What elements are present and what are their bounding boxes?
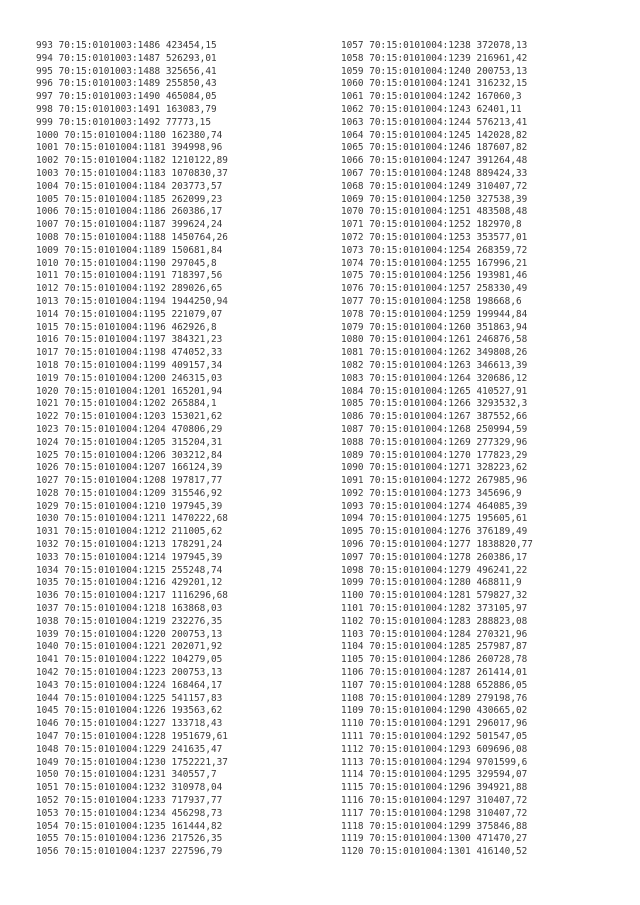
record-line: 1005 70:15:0101004:1185 262099,23 — [36, 193, 223, 205]
record-line: 1027 70:15:0101004:1208 197817,77 — [36, 475, 223, 487]
record-line: 1028 70:15:0101004:1209 315546,92 — [36, 487, 223, 499]
record-line: 1033 70:15:0101004:1214 197945,39 — [36, 551, 223, 563]
record-line: 1039 70:15:0101004:1220 200753,13 — [36, 628, 223, 640]
record-line: 1100 70:15:0101004:1281 579827,32 — [341, 590, 528, 602]
record-line: 1006 70:15:0101004:1186 260386,17 — [36, 206, 223, 218]
record-line: 1092 70:15:0101004:1273 345696,9 — [341, 487, 522, 499]
record-line: 1010 70:15:0101004:1190 297045,8 — [36, 257, 217, 269]
record-line: 1000 70:15:0101004:1180 162380,74 — [36, 129, 223, 141]
record-line: 1083 70:15:0101004:1264 320686,12 — [341, 372, 528, 384]
record-line: 1013 70:15:0101004:1194 1944250,94 — [36, 295, 228, 307]
record-line: 1069 70:15:0101004:1250 327538,39 — [341, 193, 528, 205]
record-line: 1070 70:15:0101004:1251 483508,48 — [341, 206, 528, 218]
record-line: 994 70:15:0101003:1487 526293,01 — [36, 52, 217, 64]
record-line: 1052 70:15:0101004:1233 717937,77 — [36, 795, 223, 807]
record-line: 1022 70:15:0101004:1203 153021,62 — [36, 411, 223, 423]
record-line: 996 70:15:0101003:1489 255850,43 — [36, 78, 217, 90]
record-line: 1115 70:15:0101004:1296 394921,88 — [341, 782, 528, 794]
record-line: 1059 70:15:0101004:1240 200753,13 — [341, 65, 528, 77]
record-line: 1014 70:15:0101004:1195 221079,07 — [36, 308, 223, 320]
record-line: 1045 70:15:0101004:1226 193563,62 — [36, 705, 223, 717]
record-line: 1079 70:15:0101004:1260 351863,94 — [341, 321, 528, 333]
record-line: 1087 70:15:0101004:1268 250994,59 — [341, 423, 528, 435]
record-line: 1042 70:15:0101004:1223 200753,13 — [36, 667, 223, 679]
record-line: 1117 70:15:0101004:1298 310407,72 — [341, 807, 528, 819]
record-line: 1046 70:15:0101004:1227 133718,43 — [36, 718, 223, 730]
record-line: 1084 70:15:0101004:1265 410527,91 — [341, 385, 528, 397]
record-line: 1111 70:15:0101004:1292 501547,05 — [341, 731, 528, 743]
record-line: 1086 70:15:0101004:1267 387552,66 — [341, 411, 528, 423]
record-line: 1104 70:15:0101004:1285 257987,87 — [341, 641, 528, 653]
record-line: 1036 70:15:0101004:1217 1116296,68 — [36, 590, 228, 602]
record-line: 1040 70:15:0101004:1221 202071,92 — [36, 641, 223, 653]
record-line: 1029 70:15:0101004:1210 197945,39 — [36, 500, 223, 512]
left-column — [36, 40, 228, 859]
record-line: 1058 70:15:0101004:1239 216961,42 — [341, 52, 528, 64]
record-line: 1066 70:15:0101004:1247 391264,48 — [341, 155, 528, 167]
record-line: 1004 70:15:0101004:1184 203773,57 — [36, 180, 223, 192]
record-line: 1012 70:15:0101004:1192 289026,65 — [36, 283, 223, 295]
record-line: 1038 70:15:0101004:1219 232276,35 — [36, 615, 223, 627]
record-line: 1107 70:15:0101004:1288 652886,05 — [341, 679, 528, 691]
record-line: 1073 70:15:0101004:1254 268359,72 — [341, 244, 528, 256]
record-line: 1097 70:15:0101004:1278 260386,17 — [341, 551, 528, 563]
record-line: 1090 70:15:0101004:1271 328223,62 — [341, 462, 528, 474]
record-line: 1018 70:15:0101004:1199 409157,34 — [36, 359, 223, 371]
record-line: 1031 70:15:0101004:1212 211005,62 — [36, 526, 223, 538]
record-line: 1068 70:15:0101004:1249 310407,72 — [341, 180, 528, 192]
record-line: 1008 70:15:0101004:1188 1450764,26 — [36, 231, 228, 243]
right-column — [341, 40, 533, 859]
record-line: 1082 70:15:0101004:1263 346613,39 — [341, 359, 528, 371]
record-line: 1050 70:15:0101004:1231 340557,7 — [36, 769, 217, 781]
record-line: 1047 70:15:0101004:1228 1951679,61 — [36, 731, 228, 743]
record-line: 1075 70:15:0101004:1256 193981,46 — [341, 270, 528, 282]
record-line: 1037 70:15:0101004:1218 163868,03 — [36, 603, 223, 615]
record-line: 1054 70:15:0101004:1235 161444,82 — [36, 820, 223, 832]
record-line: 1089 70:15:0101004:1270 177823,29 — [341, 449, 528, 461]
record-line: 993 70:15:0101003:1486 423454,15 — [36, 40, 217, 51]
record-line: 1078 70:15:0101004:1259 199944,84 — [341, 308, 528, 320]
record-line: 1032 70:15:0101004:1213 178291,24 — [36, 539, 223, 551]
record-line: 1064 70:15:0101004:1245 142028,82 — [341, 129, 528, 141]
record-line: 1065 70:15:0101004:1246 187607,82 — [341, 142, 528, 154]
record-line: 1096 70:15:0101004:1277 1838820,77 — [341, 539, 533, 551]
record-line: 1002 70:15:0101004:1182 1210122,89 — [36, 155, 228, 167]
record-line: 1035 70:15:0101004:1216 429201,12 — [36, 577, 223, 589]
record-line: 1102 70:15:0101004:1283 288823,08 — [341, 615, 528, 627]
record-line: 1060 70:15:0101004:1241 316232,15 — [341, 78, 528, 90]
record-line: 1112 70:15:0101004:1293 609696,08 — [341, 743, 528, 755]
record-line: 1072 70:15:0101004:1253 353577,01 — [341, 231, 528, 243]
record-line: 1048 70:15:0101004:1229 241635,47 — [36, 743, 223, 755]
record-line: 995 70:15:0101003:1488 325656,41 — [36, 65, 217, 77]
record-line: 1061 70:15:0101004:1242 167060,3 — [341, 91, 522, 103]
record-line: 1025 70:15:0101004:1206 303212,84 — [36, 449, 223, 461]
record-line: 1051 70:15:0101004:1232 310978,04 — [36, 782, 223, 794]
record-line: 1080 70:15:0101004:1261 246876,58 — [341, 334, 528, 346]
record-line: 999 70:15:0101003:1492 77773,15 — [36, 116, 211, 128]
record-line: 1017 70:15:0101004:1198 474052,33 — [36, 347, 223, 359]
record-line: 1103 70:15:0101004:1284 270321,96 — [341, 628, 528, 640]
record-line: 1044 70:15:0101004:1225 541157,83 — [36, 692, 223, 704]
record-line: 1062 70:15:0101004:1243 62401,11 — [341, 103, 522, 115]
record-line: 1095 70:15:0101004:1276 376189,49 — [341, 526, 528, 538]
record-line: 1114 70:15:0101004:1295 329594,07 — [341, 769, 528, 781]
record-line: 1021 70:15:0101004:1202 265884,1 — [36, 398, 217, 410]
record-line: 1108 70:15:0101004:1289 279198,76 — [341, 692, 528, 704]
record-line: 1041 70:15:0101004:1222 104279,05 — [36, 654, 223, 666]
record-line: 1015 70:15:0101004:1196 462926,8 — [36, 321, 217, 333]
record-line: 1118 70:15:0101004:1299 375846,88 — [341, 820, 528, 832]
record-line: 1091 70:15:0101004:1272 267985,96 — [341, 475, 528, 487]
record-line: 1120 70:15:0101004:1301 416140,52 — [341, 846, 528, 858]
record-line: 1074 70:15:0101004:1255 167996,21 — [341, 257, 528, 269]
record-line: 1057 70:15:0101004:1238 372078,13 — [341, 40, 528, 51]
record-line: 1001 70:15:0101004:1181 394998,96 — [36, 142, 223, 154]
record-line: 1063 70:15:0101004:1244 576213,41 — [341, 116, 528, 128]
record-line: 1106 70:15:0101004:1287 261414,01 — [341, 667, 528, 679]
record-line: 1011 70:15:0101004:1191 718397,56 — [36, 270, 223, 282]
record-line: 1076 70:15:0101004:1257 258330,49 — [341, 283, 528, 295]
record-line: 1081 70:15:0101004:1262 349808,26 — [341, 347, 528, 359]
record-line: 1110 70:15:0101004:1291 296017,96 — [341, 718, 528, 730]
record-line: 1067 70:15:0101004:1248 889424,33 — [341, 167, 528, 179]
record-line: 1024 70:15:0101004:1205 315204,31 — [36, 436, 223, 448]
record-line: 1026 70:15:0101004:1207 166124,39 — [36, 462, 223, 474]
record-line: 1055 70:15:0101004:1236 217526,35 — [36, 833, 223, 845]
record-line: 1020 70:15:0101004:1201 165201,94 — [36, 385, 223, 397]
record-line: 1003 70:15:0101004:1183 1070830,37 — [36, 167, 228, 179]
record-line: 1043 70:15:0101004:1224 168464,17 — [36, 679, 223, 691]
record-line: 1101 70:15:0101004:1282 373105,97 — [341, 603, 528, 615]
record-line: 1019 70:15:0101004:1200 246315,03 — [36, 372, 223, 384]
record-line: 1030 70:15:0101004:1211 1470222,68 — [36, 513, 228, 525]
record-line: 1116 70:15:0101004:1297 310407,72 — [341, 795, 528, 807]
record-line: 1105 70:15:0101004:1286 260728,78 — [341, 654, 528, 666]
record-line: 997 70:15:0101003:1490 465084,05 — [36, 91, 217, 103]
record-line: 1109 70:15:0101004:1290 430665,02 — [341, 705, 528, 717]
record-line: 1053 70:15:0101004:1234 456298,73 — [36, 807, 223, 819]
record-line: 1007 70:15:0101004:1187 399624,24 — [36, 219, 223, 231]
record-line: 1009 70:15:0101004:1189 150681,84 — [36, 244, 223, 256]
record-line: 1093 70:15:0101004:1274 464085,39 — [341, 500, 528, 512]
record-line: 998 70:15:0101003:1491 163083,79 — [36, 103, 217, 115]
record-line: 1071 70:15:0101004:1252 182970,8 — [341, 219, 522, 231]
record-line: 1049 70:15:0101004:1230 1752221,37 — [36, 756, 228, 768]
record-line: 1016 70:15:0101004:1197 384321,23 — [36, 334, 223, 346]
record-line: 1023 70:15:0101004:1204 470806,29 — [36, 423, 223, 435]
record-line: 1077 70:15:0101004:1258 198668,6 — [341, 295, 522, 307]
record-line: 1085 70:15:0101004:1266 3293532,3 — [341, 398, 528, 410]
record-line: 1056 70:15:0101004:1237 227596,79 — [36, 846, 223, 858]
record-line: 1119 70:15:0101004:1300 471470,27 — [341, 833, 528, 845]
record-line: 1094 70:15:0101004:1275 195605,61 — [341, 513, 528, 525]
record-line: 1098 70:15:0101004:1279 496241,22 — [341, 564, 528, 576]
record-line: 1099 70:15:0101004:1280 468811,9 — [341, 577, 522, 589]
record-line: 1113 70:15:0101004:1294 9701599,6 — [341, 756, 528, 768]
record-line: 1034 70:15:0101004:1215 255248,74 — [36, 564, 223, 576]
record-line: 1088 70:15:0101004:1269 277329,96 — [341, 436, 528, 448]
